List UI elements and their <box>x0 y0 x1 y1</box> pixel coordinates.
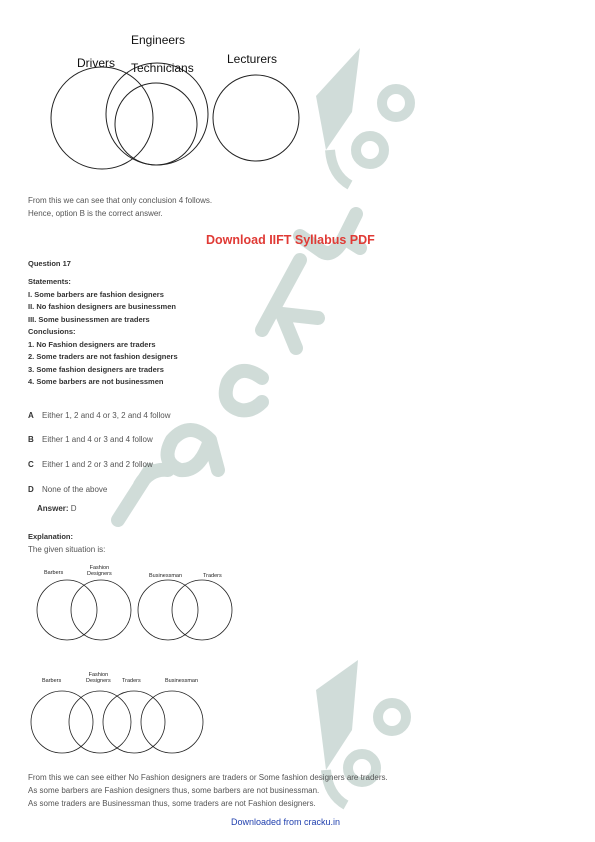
conclusion-item: 1. No Fashion designers are traders <box>28 340 156 349</box>
explanation-venn-2 <box>30 686 210 758</box>
option-text: Either 1 and 4 or 3 and 4 follow <box>42 435 153 444</box>
fashion-designers-circle <box>69 691 131 753</box>
technicians-circle <box>115 83 197 165</box>
option-text: None of the above <box>42 485 108 494</box>
fashion-word: Fashion <box>89 565 110 571</box>
d1-label-barbers: Barbers <box>44 570 64 576</box>
option-letter: B <box>28 435 34 444</box>
question-number: Question 17 <box>28 259 71 268</box>
download-syllabus-link[interactable]: Download IIFT Syllabus PDF <box>206 233 375 247</box>
businessman-circle <box>141 691 203 753</box>
statements-heading: Statements: <box>28 277 71 286</box>
d2-label-businessman: Businessman <box>165 678 199 684</box>
barbers-circle <box>37 580 97 640</box>
explanation-line: As some barbers are Fashion designers thus, some barbers are not businessman. <box>28 786 320 795</box>
option-a[interactable] <box>28 411 171 420</box>
d1-label-traders: Traders <box>203 573 222 579</box>
statement-item: II. No fashion designers are businessmen <box>28 302 176 311</box>
label-lecturers: Lecturers <box>227 52 278 66</box>
answer-label: Answer: <box>37 504 69 513</box>
businessman-circle <box>138 580 198 640</box>
d2-label-fashion <box>86 672 111 685</box>
explanation-intro: The given situation is: <box>28 545 106 554</box>
conclusion-item: 4. Some barbers are not businessmen <box>28 377 164 386</box>
drivers-circle <box>51 67 153 169</box>
designers-word: Designers <box>86 678 111 685</box>
option-b[interactable] <box>28 435 153 444</box>
result-line-1: From this we can see that only conclusion 4 follows. <box>28 196 213 205</box>
answer-value: D <box>70 504 77 513</box>
option-text: Either 1, 2 and 4 or 3, 2 and 4 follow <box>42 411 171 420</box>
d1-label-businessman: Businessman <box>149 573 183 579</box>
conclusions-heading: Conclusions: <box>28 327 76 336</box>
fashion-word: Fashion <box>88 672 109 678</box>
option-letter: A <box>28 411 34 420</box>
option-c[interactable] <box>28 460 153 469</box>
d2-label-barbers: Barbers <box>42 678 62 684</box>
barbers-circle <box>31 691 93 753</box>
option-letter: D <box>28 485 34 494</box>
explanation-venn-1 <box>34 576 239 646</box>
designers-word: Designers <box>87 571 112 578</box>
option-text: Either 1 and 2 or 3 and 2 follow <box>42 460 153 469</box>
statement-item: I. Some barbers are fashion designers <box>28 290 164 299</box>
engineers-circle <box>106 63 208 165</box>
option-letter: C <box>28 460 34 469</box>
explanation-heading: Explanation: <box>28 532 74 541</box>
conclusion-item: 3. Some fashion designers are traders <box>28 365 164 374</box>
label-drivers: Drivers <box>77 56 115 70</box>
result-line-2: Hence, option B is the correct answer. <box>28 209 163 218</box>
label-engineers: Engineers <box>131 33 186 47</box>
explanation-line: As some traders are Businessman thus, some traders are not Fashion designers. <box>28 799 316 808</box>
explanation-line: From this we can see either No Fashion designers are traders or Some fashion designers are traders. <box>28 773 388 782</box>
statement-item: III. Some businessmen are traders <box>28 315 150 324</box>
conclusion-item: 2. Some traders are not fashion designers <box>28 352 178 361</box>
fashion-designers-circle <box>71 580 131 640</box>
footer-download-link[interactable]: Downloaded from cracku.in <box>231 817 341 827</box>
traders-circle <box>103 691 165 753</box>
lecturers-circle <box>213 75 299 161</box>
traders-circle <box>172 580 232 640</box>
option-d[interactable] <box>28 485 107 494</box>
answer <box>37 504 77 513</box>
label-technicians: Technicians <box>131 61 194 75</box>
d2-label-traders: Traders <box>122 678 141 684</box>
d1-label-fashion <box>87 565 112 578</box>
